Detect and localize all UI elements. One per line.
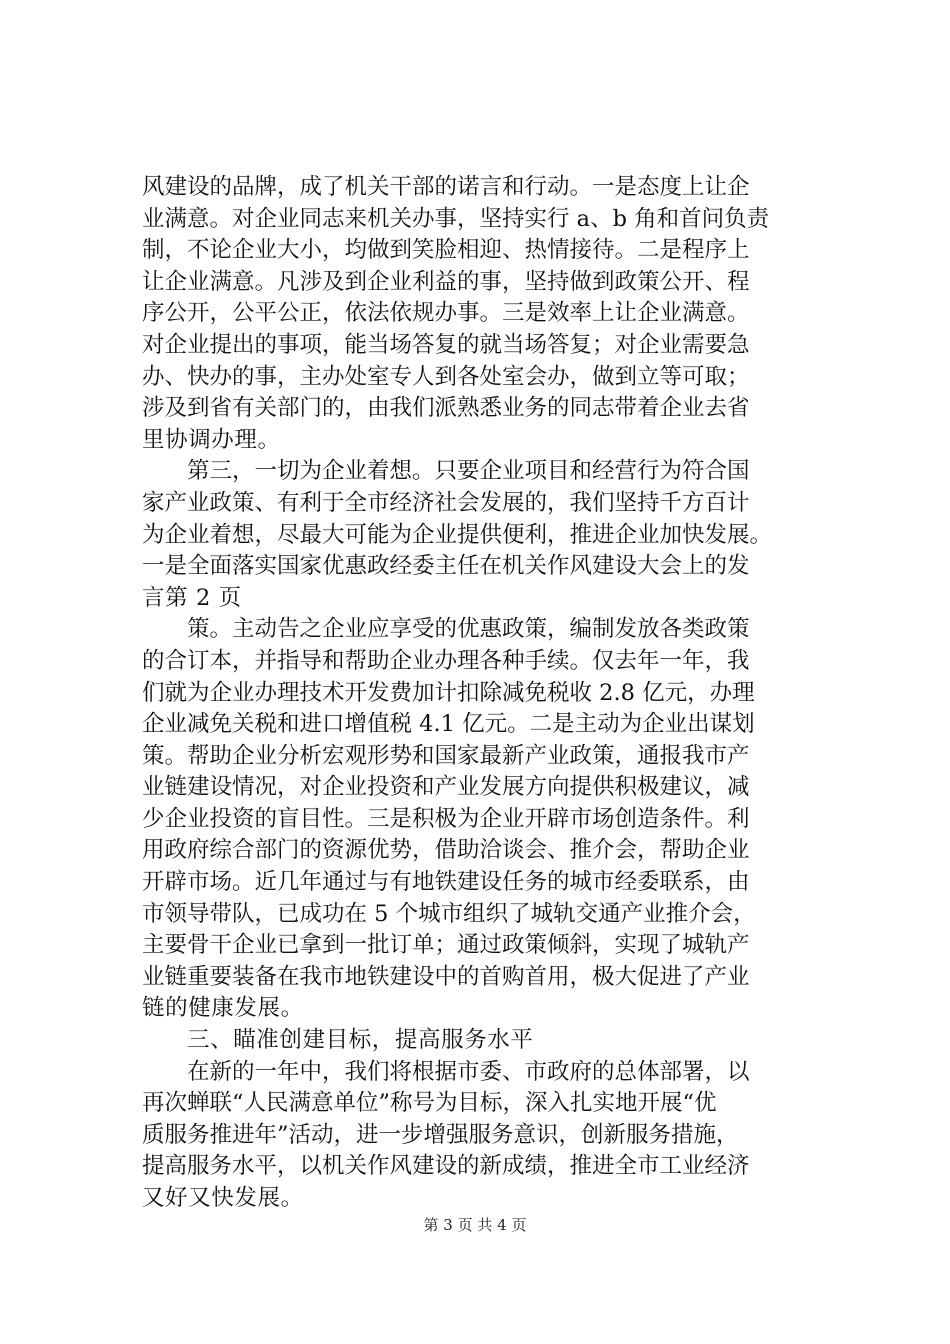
text-line: 质服务推进年”活动，进一步增强服务意识，创新服务措施， (142, 1121, 739, 1148)
text-line: 市领导带队，已成功在 5 个城市组织了城轨交通产业推介会， (142, 900, 756, 927)
page-footer: 第 3 页 共 4 页 (423, 1216, 527, 1234)
text-line: 又好又快发展。 (142, 1185, 304, 1211)
text-line: 策。帮助企业分析宏观形势和国家最新产业政策，通报我市产 (142, 742, 750, 769)
text-line: 为企业着想，尽最大可能为企业提供便利，推进企业加快发展。 (142, 521, 773, 548)
text-line: 言第 2 页 (142, 584, 242, 611)
text-line: 少企业投资的盲目性。三是积极为企业开辟市场创造条件。利 (142, 805, 750, 832)
text-line: 提高服务水平，以机关作风建设的新成绩，推进全市工业经济 (142, 1153, 750, 1180)
text-line: 开辟市场。近几年通过与有地铁建设任务的城市经委联系，由 (142, 869, 750, 896)
text-line: 让企业满意。凡涉及到企业利益的事，坚持做到政策公开、程 (142, 268, 750, 295)
text-line: 涉及到省有关部门的，由我们派熟悉业务的同志带着企业去省 (142, 395, 750, 422)
text-line: 用政府综合部门的资源优势，借助洽谈会、推介会，帮助企业 (142, 837, 750, 864)
text-line: 企业减免关税和进口增值税 4.1 亿元。二是主动为企业出谋划 (142, 711, 755, 738)
text-line: 一是全面落实国家优惠政经委主任在机关作风建设大会上的发 (142, 553, 750, 580)
text-line: 风建设的品牌，成了机关干部的诺言和行动。一是态度上让企 (142, 174, 750, 200)
text-line: 的合订本，并指导和帮助企业办理各种手续。仅去年一年，我 (142, 647, 750, 674)
text-line: 主要骨干企业已拿到一批订单；通过政策倾斜，实现了城轨产 (142, 932, 750, 959)
text-line: 家产业政策、有利于全市经济社会发展的，我们坚持千方百计 (142, 489, 750, 516)
text-line: 在新的一年中，我们将根据市委、市政府的总体部署，以 (187, 1058, 750, 1085)
text-line: 业链重要装备在我市地铁建设中的首购首用，极大促进了产业 (142, 963, 750, 990)
text-line: 第三，一切为企业着想。只要企业项目和经营行为符合国 (187, 458, 750, 485)
text-line: 业满意。对企业同志来机关办事，坚持实行 a、b 角和首问负责 (142, 205, 770, 232)
text-line: 制，不论企业大小，均做到笑脸相迎、热情接待。二是程序上 (142, 237, 750, 264)
text-line: 策。主动告之企业应享受的优惠政策，编制发放各类政策 (187, 616, 750, 643)
text-line: 三、瞄准创建目标，提高服务水平 (187, 1027, 534, 1054)
text-line: 办、快办的事，主办处室专人到各处室会办，做到立等可取； (142, 363, 750, 390)
text-line: 再次蝉联“人民满意单位”称号为目标，深入扎实地开展“优 (142, 1090, 717, 1117)
text-line: 对企业提出的事项，能当场答复的就当场答复；对企业需要急 (142, 331, 750, 358)
text-line: 们就为企业办理技术开发费加计扣除减免税收 2.8 亿元，办理 (142, 679, 755, 706)
text-line: 链的健康发展。 (142, 995, 304, 1022)
text-line: 业链建设情况，对企业投资和产业发展方向提供积极建议，减 (142, 774, 750, 801)
text-line: 序公开，公平公正，依法依规办事。三是效率上让企业满意。 (142, 300, 750, 327)
text-line: 里协调办理。 (142, 426, 281, 453)
document-body (142, 172, 832, 1215)
